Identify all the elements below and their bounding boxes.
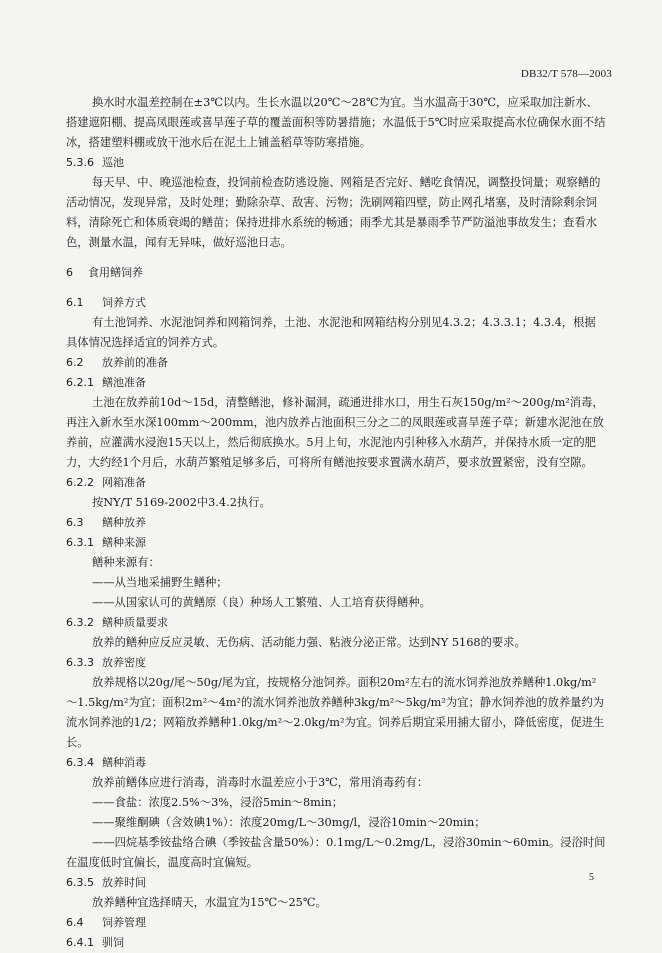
section-number: 6.3	[66, 516, 84, 529]
section-heading	[66, 373, 606, 393]
section-number: 6.3.4	[66, 756, 94, 769]
section-number: 6.4	[66, 916, 84, 929]
section-heading	[66, 753, 606, 773]
section-heading	[66, 913, 606, 933]
section-heading	[66, 933, 606, 953]
paragraph: 换水时水温差控制在±3℃以内。生长水温以20℃～28℃为宜。当水温高于30℃，应采取加注新水、搭建遮阳棚、提高凤眼莲或喜旱莲子草的覆盖面积等防暑措施；水温低于5℃时应采取提高水位确保水面不结冰，搭建塑料棚或放干池水后在泥土上铺盖稻草等防寒措施。	[66, 96, 606, 149]
section-number: 6.3.2	[66, 616, 94, 629]
section-heading	[66, 263, 606, 283]
section-heading	[66, 293, 606, 313]
section-number: 6.2	[66, 356, 84, 369]
paragraph: ——从国家认可的黄鳝原（良）种场人工繁殖、人工培育获得鳝种。	[92, 596, 431, 609]
section-title: 饲养管理	[102, 916, 146, 929]
section-number: 5.3.6	[66, 156, 94, 169]
section-title: 鳝池准备	[102, 376, 146, 389]
section-heading	[66, 873, 606, 893]
section-title: 放养时间	[102, 876, 146, 889]
section-title: 放养前的准备	[102, 356, 168, 369]
paragraph: 有土池饲养、水泥池饲养和网箱饲养，土池、水泥池和网箱结构分别见4.3.2；4.3.3.1；4.3.4，根据具体情况选择适宜的饲养方式。	[66, 316, 596, 349]
page-number: 5	[589, 872, 594, 883]
section-title: 鳝种消毒	[102, 756, 146, 769]
section-heading	[66, 653, 606, 673]
section-heading	[66, 353, 606, 373]
spacer	[66, 253, 606, 263]
section-number: 6.3.3	[66, 656, 94, 669]
section-number: 6	[66, 266, 73, 279]
section-title: 驯饲	[102, 936, 124, 949]
section-heading	[66, 533, 606, 553]
section-number: 6.2.2	[66, 476, 94, 489]
paragraph: 每天早、中、晚巡池检查，投饲前检查防逃设施、网箱是否完好、鳝吃食情况，调整投饲量；观察鳝的活动情况，发现异常，及时处理；勤除杂草、敌害、污物；洗刷网箱四壁，防止网孔堵塞，及时清除剩余饲料，清除死亡和体质衰竭的鳝苗；保持进排水系统的畅通；雨季尤其是暴雨季节严防溢池事故发生；查看水色，测量水温，闻有无异味，做好巡池日志。	[66, 176, 601, 249]
section-heading	[66, 473, 606, 493]
paragraph: 土池在放养前10d～15d，清整鳝池，修补漏洞，疏通进排水口，用生石灰150g/m²～200g/m²消毒，再注入新水至水深100mm～200mm，池内放养占池面积三分之二的凤眼莲或喜旱莲子草；新建水泥池在放养前，应灌满水浸泡15天以上，然后彻底换水。5月上旬，水泥池内引种移入水葫芦，并保持水质一定的肥力，大约经1个月后，水葫芦繁殖足够多后，可将所有鳝池按要求置满水葫芦，要求放置紧密，没有空隙。	[66, 396, 604, 469]
paragraph: 放养的鳝种应反应灵敏、无伤病、活动能力强、粘液分泌正常。达到NY 5168的要求。	[92, 636, 526, 649]
section-title: 食用鳝饲养	[88, 266, 143, 279]
paragraph: 放养规格以20g/尾～50g/尾为宜，按规格分池饲养。面积20m²左右的流水饲养池放养鳝种1.0kg/m²～1.5kg/m²为宜；面积2m²～4m²的流水饲养池放养鳝种3kg/m²～5kg/m²为宜；静水饲养池的放养量约为流水饲养池的1/2；网箱放养鳝种1.0kg/m²～2.0kg/m²为宜。饲养后期宜采用捕大留小，降低密度，促进生长。	[66, 676, 605, 749]
section-title: 巡池	[102, 156, 124, 169]
paragraph: 按NY/T 5169-2002中3.4.2执行。	[92, 496, 271, 509]
section-number: 6.1	[66, 296, 84, 309]
paragraph: 放养前鳝体应进行消毒，消毒时水温差应小于3℃，常用消毒药有：	[92, 776, 429, 789]
section-number: 6.3.1	[66, 536, 94, 549]
paragraph: ——聚维酮碘（含效碘1%）：浓度20mg/L～30mg/l，浸浴10min～20min；	[92, 816, 486, 829]
section-title: 网箱准备	[102, 476, 146, 489]
paragraph: ——食盐：浓度2.5%～3%，浸浴5min～8min；	[92, 796, 344, 809]
paragraph: 放养鳝种宜选择晴天，水温宜为15℃～25℃。	[92, 896, 327, 909]
section-number: 6.2.1	[66, 376, 94, 389]
standard-code: DB32/T 578—2003	[520, 68, 612, 80]
section-title: 鳝种来源	[102, 536, 146, 549]
section-heading	[66, 153, 606, 173]
section-title: 鳝种质量要求	[102, 616, 168, 629]
paragraph: ——从当地采捕野生鳝种；	[92, 576, 228, 589]
paragraph: 鳝种来源有：	[92, 556, 160, 569]
section-title: 饲养方式	[102, 296, 146, 309]
section-heading	[66, 513, 606, 533]
section-number: 6.3.5	[66, 876, 94, 889]
section-title: 鳝种放养	[102, 516, 146, 529]
section-title: 放养密度	[102, 656, 146, 669]
paragraph: ——四烷基季铵盐络合碘（季铵盐含量50%）：0.1mg/L～0.2mg/L，浸浴30min～60min。浸浴时间在温度低时宜偏长，温度高时宜偏短。	[66, 836, 606, 869]
section-heading	[66, 613, 606, 633]
document-body	[66, 93, 606, 953]
spacer	[66, 283, 606, 293]
section-number: 6.4.1	[66, 936, 94, 949]
